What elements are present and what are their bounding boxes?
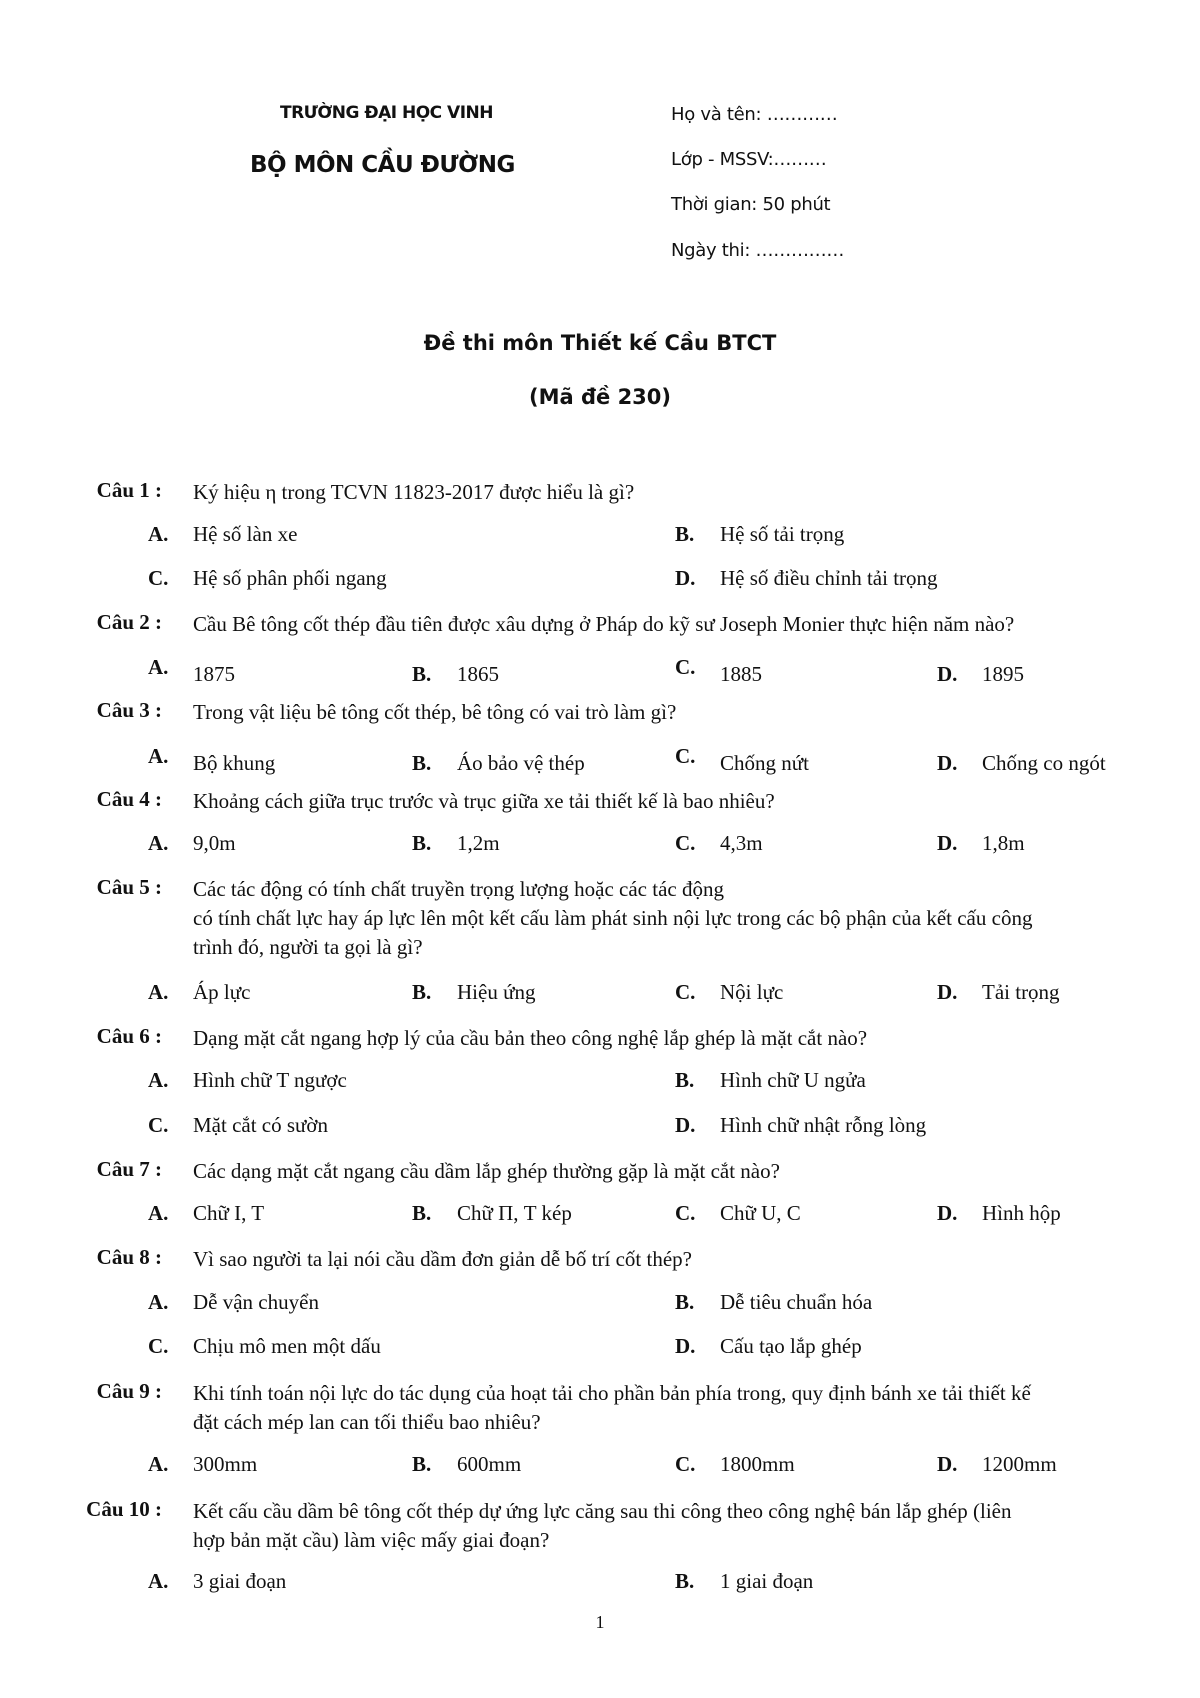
question-text: Dạng mặt cắt ngang hợp lý của cầu bản theo công nghệ lắp ghép là mặt cắt nào? xyxy=(193,1026,868,1050)
option-letter: A. xyxy=(148,744,169,768)
question-text-line: trình đó, người ta gọi là gì? xyxy=(193,935,423,959)
question-label: Câu 6 : xyxy=(96,1024,162,1048)
option-text: Hình chữ U ngửa xyxy=(720,1068,866,1092)
option-text: 1,8m xyxy=(982,831,1025,855)
option-text: Cấu tạo lắp ghép xyxy=(720,1334,862,1358)
question-label: Câu 7 : xyxy=(96,1157,162,1181)
option-letter: B. xyxy=(412,1452,432,1476)
option-letter: B. xyxy=(675,1290,695,1314)
option-text: Dễ vận chuyển xyxy=(193,1290,319,1314)
option-text: Hệ số tải trọng xyxy=(720,522,845,546)
option-letter: D. xyxy=(937,1201,958,1225)
question-text-line: có tính chất lực hay áp lực lên một kết cấu làm phát sinh nội lực trong các bộ phận của kết cấu công xyxy=(193,906,1033,930)
option-letter: A. xyxy=(148,1201,169,1225)
option-text: 9,0m xyxy=(193,831,236,855)
question-label: Câu 5 : xyxy=(96,875,162,899)
option-letter: D. xyxy=(937,1452,958,1476)
option-text: Hệ số điều chỉnh tải trọng xyxy=(720,566,938,590)
option-text: Chữ U, C xyxy=(720,1201,801,1225)
option-text: Áo bảo vệ thép xyxy=(457,751,585,775)
option-letter: C. xyxy=(675,655,696,679)
option-text: Chữ I, T xyxy=(193,1201,265,1225)
option-text: 1865 xyxy=(457,662,499,686)
option-letter: B. xyxy=(675,1569,695,1593)
question-text: Các dạng mặt cắt ngang cầu dầm lắp ghép thường gặp là mặt cắt nào? xyxy=(193,1159,780,1183)
option-letter: B. xyxy=(675,1068,695,1092)
question-label: Câu 4 : xyxy=(96,787,162,811)
option-text: 1 giai đoạn xyxy=(720,1569,814,1593)
question-text: Cầu Bê tông cốt thép đầu tiên được xâu dựng ở Pháp do kỹ sư Joseph Monier thực hiện năm nào? xyxy=(193,612,1015,636)
question-text-line: Các tác động có tính chất truyền trọng lượng hoặc các tác động xyxy=(193,877,724,901)
option-letter: A. xyxy=(148,1290,169,1314)
option-text: Áp lực xyxy=(193,980,251,1004)
option-text: Hiệu ứng xyxy=(457,980,536,1004)
option-text: Hình hộp xyxy=(982,1201,1061,1225)
time-field: Thời gian: 50 phút xyxy=(671,194,831,215)
option-letter: B. xyxy=(412,980,432,1004)
option-text: 4,3m xyxy=(720,831,763,855)
option-text: Hình chữ nhật rỗng lòng xyxy=(720,1113,927,1137)
option-letter: C. xyxy=(148,1113,169,1137)
question-label: Câu 9 : xyxy=(96,1379,162,1403)
option-letter: D. xyxy=(675,1113,696,1137)
option-text: Mặt cắt có sườn xyxy=(193,1113,329,1137)
option-letter: C. xyxy=(675,744,696,768)
option-text: Hình chữ T ngược xyxy=(193,1068,347,1092)
option-letter: B. xyxy=(675,522,695,546)
option-text: 600mm xyxy=(457,1452,522,1476)
question-text: Vì sao người ta lại nói cầu dầm đơn giản dễ bố trí cốt thép? xyxy=(193,1247,692,1271)
question-label: Câu 2 : xyxy=(96,610,162,634)
option-text: Chịu mô men một dấu xyxy=(193,1334,381,1358)
question-text-line: Kết cấu cầu dầm bê tông cốt thép dự ứng lực căng sau thi công theo công nghệ bán lắp ghép (liên xyxy=(193,1499,1012,1523)
option-text: 1200mm xyxy=(982,1452,1057,1476)
option-letter: D. xyxy=(675,566,696,590)
class-field: Lớp - MSSV:……… xyxy=(671,149,827,170)
option-letter: D. xyxy=(937,662,958,686)
option-text: Nội lực xyxy=(720,980,784,1004)
question-text-line: Khi tính toán nội lực do tác dụng của hoạt tải cho phần bản phía trong, quy định bánh xe tải thiết kế xyxy=(193,1381,1031,1405)
option-letter: A. xyxy=(148,980,169,1004)
option-letter: C. xyxy=(675,1201,696,1225)
exam-title: Đề thi môn Thiết kế Cầu BTCT xyxy=(423,331,777,355)
option-text: 3 giai đoạn xyxy=(193,1569,287,1593)
option-text: 1800mm xyxy=(720,1452,795,1476)
option-letter: A. xyxy=(148,1569,169,1593)
question-text: Khoảng cách giữa trục trước và trục giữa xe tải thiết kế là bao nhiêu? xyxy=(193,789,775,813)
option-letter: B. xyxy=(412,662,432,686)
question-text xyxy=(193,1497,1173,1555)
exam-code: (Mã đề 230) xyxy=(529,385,671,409)
option-text: 1895 xyxy=(982,662,1024,686)
option-text: Chữ Π, T kép xyxy=(457,1201,572,1225)
question-label: Câu 3 : xyxy=(96,698,162,722)
date-field: Ngày thi: …………… xyxy=(671,240,845,261)
option-letter: A. xyxy=(148,655,169,679)
option-letter: D. xyxy=(937,980,958,1004)
option-letter: C. xyxy=(148,566,169,590)
option-letter: D. xyxy=(937,751,958,775)
option-text: 300mm xyxy=(193,1452,258,1476)
question-text: Ký hiệu η trong TCVN 11823-2017 được hiểu là gì? xyxy=(193,480,635,504)
question-text: Trong vật liệu bê tông cốt thép, bê tông có vai trò làm gì? xyxy=(193,700,677,724)
question-label: Câu 1 : xyxy=(96,478,162,502)
option-letter: C. xyxy=(675,1452,696,1476)
option-letter: B. xyxy=(412,751,432,775)
option-text: Tải trọng xyxy=(982,980,1060,1004)
option-letter: C. xyxy=(675,980,696,1004)
option-text: 1,2m xyxy=(457,831,500,855)
question-text-line: hợp bản mặt cầu) làm việc mấy giai đoạn? xyxy=(193,1528,550,1552)
option-text: Hệ số làn xe xyxy=(193,522,298,546)
option-letter: C. xyxy=(148,1334,169,1358)
option-letter: A. xyxy=(148,831,169,855)
option-letter: D. xyxy=(937,831,958,855)
option-text: Bộ khung xyxy=(193,751,276,775)
question-label: Câu 8 : xyxy=(96,1245,162,1269)
option-letter: B. xyxy=(412,1201,432,1225)
option-letter: A. xyxy=(148,1068,169,1092)
question-text xyxy=(193,1379,1173,1437)
name-field: Họ và tên: ………… xyxy=(671,104,838,125)
question-label: Câu 10 : xyxy=(86,1497,162,1521)
school-name: TRƯỜNG ĐẠI HỌC VINH xyxy=(280,103,493,123)
option-letter: A. xyxy=(148,1452,169,1476)
question-text-line: đặt cách mép lan can tối thiểu bao nhiêu? xyxy=(193,1410,541,1434)
option-text: Hệ số phân phối ngang xyxy=(193,566,387,590)
option-text: 1885 xyxy=(720,662,762,686)
option-letter: B. xyxy=(412,831,432,855)
option-text: Dễ tiêu chuẩn hóa xyxy=(720,1290,873,1314)
option-text: 1875 xyxy=(193,662,235,686)
question-text xyxy=(193,875,1173,962)
option-letter: D. xyxy=(675,1334,696,1358)
department-name: BỘ MÔN CẦU ĐƯỜNG xyxy=(250,152,515,178)
option-letter: A. xyxy=(148,522,169,546)
page-number: 1 xyxy=(595,1612,605,1632)
option-letter: C. xyxy=(675,831,696,855)
option-text: Chống nứt xyxy=(720,751,809,775)
option-text: Chống co ngót xyxy=(982,751,1106,775)
